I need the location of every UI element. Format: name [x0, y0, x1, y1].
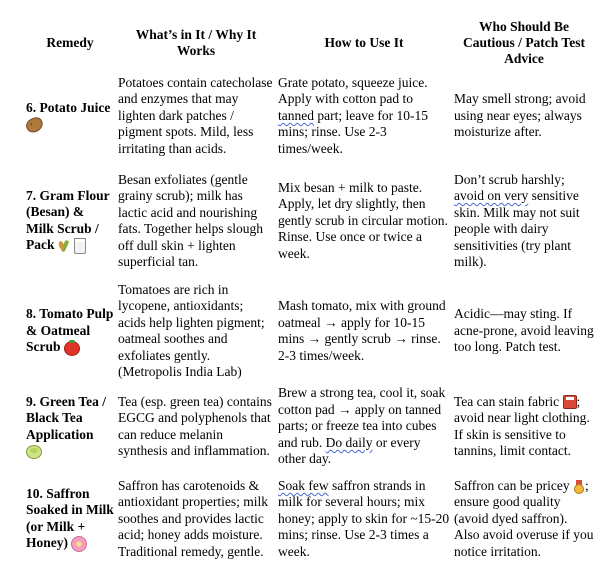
remedy-cell [24, 384, 116, 469]
whats-in-cell: Besan exfoliates (gentle grainy scrub); milk has lactic acid and nourishing fats. Together helps slough off dull skin + lighten superficial tan. [118, 171, 264, 269]
header-caution: Who Should Be Cautious / Patch Test Advice [463, 19, 585, 66]
table-row [24, 68, 596, 164]
caution-cell: Don’t scrub harshly; avoid on very sensitive skin. Milk may not suit people with dairy sensitivities (try plant milk). [454, 171, 580, 269]
remedies-table [24, 18, 596, 569]
how-to-cell: Brew a strong tea, cool it, soak cotton pad → apply on tanned parts; or freeze tea into cubes and rub. Do daily or every other day. [278, 385, 446, 467]
remedy-name: 10. Saffron Soaked in Milk (or Milk + Honey) [26, 485, 114, 551]
remedy-cell [24, 278, 116, 384]
how-to-cell: Mix besan + milk to paste. Apply, let dry slightly, then gently scrub in circular motion. Rinse. Use once or twice a week. [278, 179, 448, 261]
remedy-name: 7. Gram Flour (Besan) & Milk Scrub / Pack [26, 187, 110, 253]
table-row [24, 384, 596, 469]
wheat-icon [58, 239, 71, 254]
remedy-cell [24, 469, 116, 569]
shirt-icon [563, 395, 577, 409]
whats-in-cell: Potatoes contain catecholase and enzymes that may lighten dark patches / pigment spots. Mild, less irritating than acids. [118, 74, 273, 156]
caution-cell: May smell strong; avoid using near eyes; always moisturize after. [454, 91, 586, 140]
how-to-cell: Soak few saffron strands in milk for several hours; mix honey; apply to skin for ~15-20 mins; rinse. Use 2-3 times a week. [278, 477, 450, 559]
flower-icon [71, 536, 87, 552]
caution-cell: Tea can stain fabric ; avoid near light clothing. If skin is sensitive to tannins, limit contact. [454, 393, 590, 458]
how-to-cell: Mash tomato, mix with ground oatmeal → apply for 10-15 mins → gently scrub → rinse. 2-3 times/week. [278, 298, 446, 363]
milk-glass-icon [74, 238, 86, 254]
remedy-name: 6. Potato Juice [26, 99, 111, 115]
header-whats-in: What’s in It / Why It Works [135, 27, 257, 58]
potato-icon [24, 115, 45, 135]
remedy-cell [24, 68, 116, 164]
caution-cell: Saffron can be pricey ; ensure good quality (avoid dyed saffron). Also avoid overuse if you notice irritation. [454, 477, 594, 559]
whats-in-cell: Tomatoes are rich in lycopene, antioxidants; acids help lighten pigment; oatmeal soothes and exfoliates gently. (Metropolis India Lab) [118, 281, 265, 379]
remedy-name: 8. Tomato Pulp & Oatmeal Scrub [26, 306, 114, 355]
tomato-icon [64, 341, 80, 356]
how-to-cell: Grate potato, squeeze juice. Apply with cotton pad to tanned part; leave for 10-15 mins; rinse. Use 2-3 times/week. [278, 74, 428, 156]
header-row [24, 18, 596, 68]
header-how-to: How to Use It [324, 35, 404, 50]
remedy-cell [24, 164, 116, 278]
table-row [24, 278, 596, 384]
table-row [24, 164, 596, 278]
whats-in-cell: Tea (esp. green tea) contains EGCG and polyphenols that can reduce melanin synthesis and inflammation. [118, 393, 272, 458]
medal-icon [573, 480, 585, 494]
tea-cup-icon [26, 445, 42, 459]
table-row [24, 469, 596, 569]
remedy-name: 9. Green Tea / Black Tea Application [26, 393, 107, 442]
header-remedy: Remedy [46, 35, 94, 50]
caution-cell: Acidic—may sting. If acne-prone, avoid leaving too long. Patch test. [454, 306, 594, 355]
whats-in-cell: Saffron has carotenoids & antioxidant properties; milk soothes and provides lactic acid; honey adds moisture. Traditional remedy, gentle. [118, 477, 268, 559]
